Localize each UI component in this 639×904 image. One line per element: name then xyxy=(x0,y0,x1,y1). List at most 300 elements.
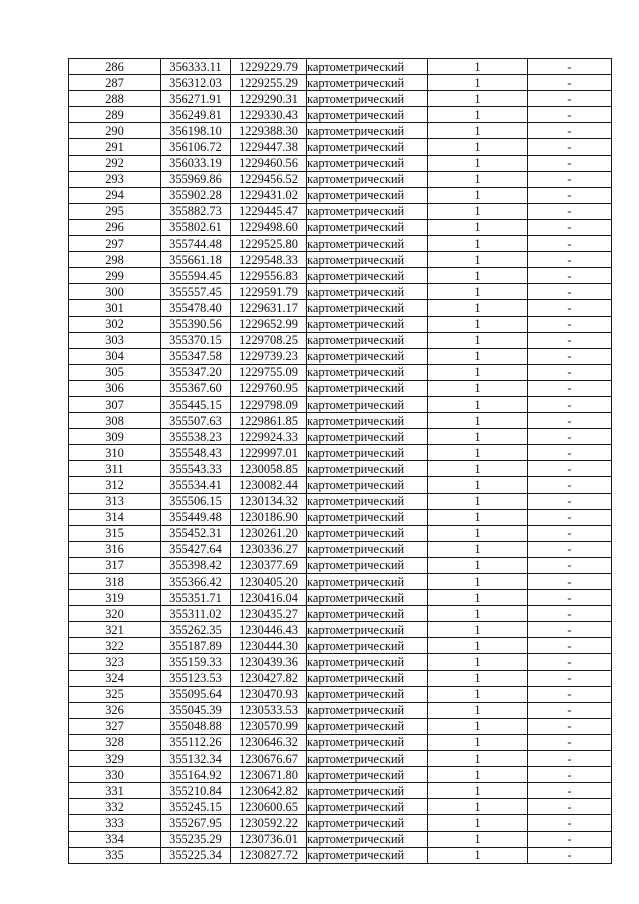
accuracy-cell: 1 xyxy=(428,557,528,573)
accuracy-cell: 1 xyxy=(428,493,528,509)
table-row xyxy=(69,815,612,831)
method-cell: картометрический xyxy=(307,364,428,380)
description-cell: - xyxy=(528,236,612,252)
y-coordinate-cell: 1229591.79 xyxy=(231,284,307,300)
point-number-cell: 295 xyxy=(69,203,161,219)
method-cell: картометрический xyxy=(307,316,428,332)
method-cell: картометрический xyxy=(307,702,428,718)
method-cell: картометрический xyxy=(307,171,428,187)
method-cell: картометрический xyxy=(307,107,428,123)
accuracy-cell: 1 xyxy=(428,702,528,718)
x-coordinate-cell: 355902.28 xyxy=(161,187,231,203)
x-coordinate-cell: 355132.34 xyxy=(161,751,231,767)
description-cell: - xyxy=(528,831,612,847)
table-row xyxy=(69,123,612,139)
y-coordinate-cell: 1229290.31 xyxy=(231,91,307,107)
y-coordinate-cell: 1230592.22 xyxy=(231,815,307,831)
description-cell: - xyxy=(528,155,612,171)
x-coordinate-cell: 355159.33 xyxy=(161,654,231,670)
table-row xyxy=(69,316,612,332)
method-cell: картометрический xyxy=(307,654,428,670)
method-cell: картометрический xyxy=(307,332,428,348)
y-coordinate-cell: 1229431.02 xyxy=(231,187,307,203)
accuracy-cell: 1 xyxy=(428,139,528,155)
accuracy-cell: 1 xyxy=(428,509,528,525)
description-cell: - xyxy=(528,799,612,815)
x-coordinate-cell: 355045.39 xyxy=(161,702,231,718)
table-row xyxy=(69,107,612,123)
accuracy-cell: 1 xyxy=(428,219,528,235)
description-cell: - xyxy=(528,252,612,268)
method-cell: картометрический xyxy=(307,284,428,300)
table-row xyxy=(69,396,612,412)
point-number-cell: 330 xyxy=(69,767,161,783)
table-row xyxy=(69,477,612,493)
method-cell: картометрический xyxy=(307,799,428,815)
y-coordinate-cell: 1229739.23 xyxy=(231,348,307,364)
y-coordinate-cell: 1229652.99 xyxy=(231,316,307,332)
method-cell: картометрический xyxy=(307,91,428,107)
point-number-cell: 299 xyxy=(69,268,161,284)
point-number-cell: 322 xyxy=(69,638,161,654)
table-row xyxy=(69,606,612,622)
description-cell: - xyxy=(528,139,612,155)
method-cell: картометрический xyxy=(307,75,428,91)
table-row xyxy=(69,445,612,461)
table-row xyxy=(69,413,612,429)
point-number-cell: 321 xyxy=(69,622,161,638)
y-coordinate-cell: 1230446.43 xyxy=(231,622,307,638)
accuracy-cell: 1 xyxy=(428,203,528,219)
point-number-cell: 313 xyxy=(69,493,161,509)
y-coordinate-cell: 1230533.53 xyxy=(231,702,307,718)
table-row xyxy=(69,155,612,171)
accuracy-cell: 1 xyxy=(428,75,528,91)
method-cell: картометрический xyxy=(307,187,428,203)
accuracy-cell: 1 xyxy=(428,107,528,123)
description-cell: - xyxy=(528,574,612,590)
method-cell: картометрический xyxy=(307,686,428,702)
table-row xyxy=(69,139,612,155)
accuracy-cell: 1 xyxy=(428,284,528,300)
table-row xyxy=(69,767,612,783)
y-coordinate-cell: 1230671.80 xyxy=(231,767,307,783)
point-number-cell: 302 xyxy=(69,316,161,332)
description-cell: - xyxy=(528,91,612,107)
y-coordinate-cell: 1230439.36 xyxy=(231,654,307,670)
accuracy-cell: 1 xyxy=(428,718,528,734)
description-cell: - xyxy=(528,606,612,622)
accuracy-cell: 1 xyxy=(428,348,528,364)
description-cell: - xyxy=(528,654,612,670)
point-number-cell: 312 xyxy=(69,477,161,493)
accuracy-cell: 1 xyxy=(428,606,528,622)
table-row xyxy=(69,364,612,380)
point-number-cell: 303 xyxy=(69,332,161,348)
accuracy-cell: 1 xyxy=(428,622,528,638)
x-coordinate-cell: 356271.91 xyxy=(161,91,231,107)
method-cell: картометрический xyxy=(307,236,428,252)
description-cell: - xyxy=(528,59,612,75)
x-coordinate-cell: 356106.72 xyxy=(161,139,231,155)
table-row xyxy=(69,268,612,284)
y-coordinate-cell: 1230600.65 xyxy=(231,799,307,815)
table-row xyxy=(69,300,612,316)
table-row xyxy=(69,638,612,654)
table-row xyxy=(69,493,612,509)
description-cell: - xyxy=(528,525,612,541)
x-coordinate-cell: 355538.23 xyxy=(161,429,231,445)
y-coordinate-cell: 1229460.56 xyxy=(231,155,307,171)
point-number-cell: 288 xyxy=(69,91,161,107)
method-cell: картометрический xyxy=(307,348,428,364)
x-coordinate-cell: 355557.45 xyxy=(161,284,231,300)
table-row xyxy=(69,751,612,767)
description-cell: - xyxy=(528,541,612,557)
description-cell: - xyxy=(528,734,612,750)
x-coordinate-cell: 355802.61 xyxy=(161,219,231,235)
point-number-cell: 310 xyxy=(69,445,161,461)
point-number-cell: 316 xyxy=(69,541,161,557)
point-number-cell: 291 xyxy=(69,139,161,155)
table-row xyxy=(69,831,612,847)
table-row xyxy=(69,574,612,590)
method-cell: картометрический xyxy=(307,59,428,75)
y-coordinate-cell: 1229861.85 xyxy=(231,413,307,429)
x-coordinate-cell: 355534.41 xyxy=(161,477,231,493)
accuracy-cell: 1 xyxy=(428,767,528,783)
y-coordinate-cell: 1230470.93 xyxy=(231,686,307,702)
x-coordinate-cell: 355969.86 xyxy=(161,171,231,187)
point-number-cell: 297 xyxy=(69,236,161,252)
y-coordinate-cell: 1230676.67 xyxy=(231,751,307,767)
method-cell: картометрический xyxy=(307,219,428,235)
method-cell: картометрический xyxy=(307,396,428,412)
x-coordinate-cell: 355506.15 xyxy=(161,493,231,509)
accuracy-cell: 1 xyxy=(428,783,528,799)
point-number-cell: 292 xyxy=(69,155,161,171)
table-row xyxy=(69,783,612,799)
y-coordinate-cell: 1230134.32 xyxy=(231,493,307,509)
table-row xyxy=(69,622,612,638)
point-number-cell: 324 xyxy=(69,670,161,686)
point-number-cell: 296 xyxy=(69,219,161,235)
accuracy-cell: 1 xyxy=(428,380,528,396)
method-cell: картометрический xyxy=(307,493,428,509)
y-coordinate-cell: 1229229.79 xyxy=(231,59,307,75)
y-coordinate-cell: 1229548.33 xyxy=(231,252,307,268)
y-coordinate-cell: 1229631.17 xyxy=(231,300,307,316)
y-coordinate-cell: 1229447.38 xyxy=(231,139,307,155)
y-coordinate-cell: 1229388.30 xyxy=(231,123,307,139)
point-number-cell: 325 xyxy=(69,686,161,702)
point-number-cell: 331 xyxy=(69,783,161,799)
accuracy-cell: 1 xyxy=(428,654,528,670)
x-coordinate-cell: 355187.89 xyxy=(161,638,231,654)
x-coordinate-cell: 355744.48 xyxy=(161,236,231,252)
description-cell: - xyxy=(528,847,612,863)
table-row xyxy=(69,734,612,750)
description-cell: - xyxy=(528,187,612,203)
coordinates-table-body xyxy=(69,59,612,864)
description-cell: - xyxy=(528,557,612,573)
accuracy-cell: 1 xyxy=(428,332,528,348)
table-row xyxy=(69,187,612,203)
accuracy-cell: 1 xyxy=(428,541,528,557)
point-number-cell: 290 xyxy=(69,123,161,139)
method-cell: картометрический xyxy=(307,413,428,429)
x-coordinate-cell: 356333.11 xyxy=(161,59,231,75)
description-cell: - xyxy=(528,332,612,348)
x-coordinate-cell: 355507.63 xyxy=(161,413,231,429)
accuracy-cell: 1 xyxy=(428,236,528,252)
accuracy-cell: 1 xyxy=(428,123,528,139)
description-cell: - xyxy=(528,767,612,783)
x-coordinate-cell: 355882.73 xyxy=(161,203,231,219)
y-coordinate-cell: 1230736.01 xyxy=(231,831,307,847)
x-coordinate-cell: 355452.31 xyxy=(161,525,231,541)
table-row xyxy=(69,557,612,573)
point-number-cell: 328 xyxy=(69,734,161,750)
method-cell: картометрический xyxy=(307,670,428,686)
point-number-cell: 287 xyxy=(69,75,161,91)
x-coordinate-cell: 355445.15 xyxy=(161,396,231,412)
description-cell: - xyxy=(528,107,612,123)
accuracy-cell: 1 xyxy=(428,751,528,767)
y-coordinate-cell: 1230416.04 xyxy=(231,590,307,606)
point-number-cell: 326 xyxy=(69,702,161,718)
table-row xyxy=(69,686,612,702)
table-row xyxy=(69,380,612,396)
point-number-cell: 318 xyxy=(69,574,161,590)
accuracy-cell: 1 xyxy=(428,300,528,316)
description-cell: - xyxy=(528,783,612,799)
y-coordinate-cell: 1230186.90 xyxy=(231,509,307,525)
x-coordinate-cell: 355245.15 xyxy=(161,799,231,815)
description-cell: - xyxy=(528,815,612,831)
y-coordinate-cell: 1229445.47 xyxy=(231,203,307,219)
description-cell: - xyxy=(528,123,612,139)
description-cell: - xyxy=(528,670,612,686)
method-cell: картометрический xyxy=(307,445,428,461)
description-cell: - xyxy=(528,509,612,525)
x-coordinate-cell: 355267.95 xyxy=(161,815,231,831)
method-cell: картометрический xyxy=(307,541,428,557)
method-cell: картометрический xyxy=(307,622,428,638)
table-row xyxy=(69,348,612,364)
x-coordinate-cell: 355661.18 xyxy=(161,252,231,268)
point-number-cell: 286 xyxy=(69,59,161,75)
description-cell: - xyxy=(528,493,612,509)
accuracy-cell: 1 xyxy=(428,638,528,654)
x-coordinate-cell: 355225.34 xyxy=(161,847,231,863)
table-row xyxy=(69,590,612,606)
method-cell: картометрический xyxy=(307,509,428,525)
x-coordinate-cell: 355311.02 xyxy=(161,606,231,622)
point-number-cell: 298 xyxy=(69,252,161,268)
point-number-cell: 333 xyxy=(69,815,161,831)
x-coordinate-cell: 356198.10 xyxy=(161,123,231,139)
description-cell: - xyxy=(528,445,612,461)
point-number-cell: 306 xyxy=(69,380,161,396)
point-number-cell: 314 xyxy=(69,509,161,525)
description-cell: - xyxy=(528,413,612,429)
accuracy-cell: 1 xyxy=(428,734,528,750)
method-cell: картометрический xyxy=(307,751,428,767)
table-row xyxy=(69,171,612,187)
method-cell: картометрический xyxy=(307,831,428,847)
point-number-cell: 329 xyxy=(69,751,161,767)
point-number-cell: 301 xyxy=(69,300,161,316)
x-coordinate-cell: 355164.92 xyxy=(161,767,231,783)
accuracy-cell: 1 xyxy=(428,799,528,815)
accuracy-cell: 1 xyxy=(428,155,528,171)
table-row xyxy=(69,847,612,863)
x-coordinate-cell: 355449.48 xyxy=(161,509,231,525)
x-coordinate-cell: 355366.42 xyxy=(161,574,231,590)
description-cell: - xyxy=(528,477,612,493)
accuracy-cell: 1 xyxy=(428,187,528,203)
y-coordinate-cell: 1230642.82 xyxy=(231,783,307,799)
accuracy-cell: 1 xyxy=(428,847,528,863)
table-row xyxy=(69,509,612,525)
y-coordinate-cell: 1230827.72 xyxy=(231,847,307,863)
description-cell: - xyxy=(528,268,612,284)
method-cell: картометрический xyxy=(307,139,428,155)
method-cell: картометрический xyxy=(307,815,428,831)
method-cell: картометрический xyxy=(307,718,428,734)
point-number-cell: 332 xyxy=(69,799,161,815)
point-number-cell: 317 xyxy=(69,557,161,573)
x-coordinate-cell: 355347.58 xyxy=(161,348,231,364)
point-number-cell: 311 xyxy=(69,461,161,477)
method-cell: картометрический xyxy=(307,203,428,219)
method-cell: картометрический xyxy=(307,847,428,863)
point-number-cell: 304 xyxy=(69,348,161,364)
point-number-cell: 334 xyxy=(69,831,161,847)
accuracy-cell: 1 xyxy=(428,525,528,541)
x-coordinate-cell: 355123.53 xyxy=(161,670,231,686)
point-number-cell: 308 xyxy=(69,413,161,429)
table-row xyxy=(69,75,612,91)
x-coordinate-cell: 356249.81 xyxy=(161,107,231,123)
x-coordinate-cell: 355351.71 xyxy=(161,590,231,606)
description-cell: - xyxy=(528,171,612,187)
point-number-cell: 327 xyxy=(69,718,161,734)
y-coordinate-cell: 1229556.83 xyxy=(231,268,307,284)
accuracy-cell: 1 xyxy=(428,670,528,686)
accuracy-cell: 1 xyxy=(428,252,528,268)
x-coordinate-cell: 355095.64 xyxy=(161,686,231,702)
method-cell: картометрический xyxy=(307,380,428,396)
point-number-cell: 300 xyxy=(69,284,161,300)
x-coordinate-cell: 355370.15 xyxy=(161,332,231,348)
table-row xyxy=(69,461,612,477)
y-coordinate-cell: 1230646.32 xyxy=(231,734,307,750)
description-cell: - xyxy=(528,718,612,734)
x-coordinate-cell: 355390.56 xyxy=(161,316,231,332)
description-cell: - xyxy=(528,75,612,91)
method-cell: картометрический xyxy=(307,638,428,654)
y-coordinate-cell: 1229997.01 xyxy=(231,445,307,461)
y-coordinate-cell: 1230377.69 xyxy=(231,557,307,573)
y-coordinate-cell: 1229330.43 xyxy=(231,107,307,123)
table-row xyxy=(69,284,612,300)
point-number-cell: 309 xyxy=(69,429,161,445)
y-coordinate-cell: 1230444.30 xyxy=(231,638,307,654)
y-coordinate-cell: 1229255.29 xyxy=(231,75,307,91)
y-coordinate-cell: 1229708.25 xyxy=(231,332,307,348)
accuracy-cell: 1 xyxy=(428,574,528,590)
description-cell: - xyxy=(528,380,612,396)
description-cell: - xyxy=(528,590,612,606)
table-row xyxy=(69,670,612,686)
x-coordinate-cell: 355548.43 xyxy=(161,445,231,461)
accuracy-cell: 1 xyxy=(428,268,528,284)
y-coordinate-cell: 1229798.09 xyxy=(231,396,307,412)
accuracy-cell: 1 xyxy=(428,396,528,412)
accuracy-cell: 1 xyxy=(428,364,528,380)
y-coordinate-cell: 1229760.95 xyxy=(231,380,307,396)
description-cell: - xyxy=(528,702,612,718)
method-cell: картометрический xyxy=(307,734,428,750)
accuracy-cell: 1 xyxy=(428,477,528,493)
method-cell: картометрический xyxy=(307,252,428,268)
accuracy-cell: 1 xyxy=(428,316,528,332)
accuracy-cell: 1 xyxy=(428,590,528,606)
table-row xyxy=(69,525,612,541)
y-coordinate-cell: 1230427.82 xyxy=(231,670,307,686)
table-row xyxy=(69,429,612,445)
method-cell: картометрический xyxy=(307,155,428,171)
point-number-cell: 320 xyxy=(69,606,161,622)
point-number-cell: 315 xyxy=(69,525,161,541)
x-coordinate-cell: 355367.60 xyxy=(161,380,231,396)
accuracy-cell: 1 xyxy=(428,445,528,461)
point-number-cell: 305 xyxy=(69,364,161,380)
method-cell: картометрический xyxy=(307,268,428,284)
description-cell: - xyxy=(528,396,612,412)
x-coordinate-cell: 355048.88 xyxy=(161,718,231,734)
method-cell: картометрический xyxy=(307,590,428,606)
method-cell: картометрический xyxy=(307,477,428,493)
method-cell: картометрический xyxy=(307,574,428,590)
table-row xyxy=(69,203,612,219)
y-coordinate-cell: 1229498.60 xyxy=(231,219,307,235)
x-coordinate-cell: 355478.40 xyxy=(161,300,231,316)
description-cell: - xyxy=(528,348,612,364)
description-cell: - xyxy=(528,751,612,767)
x-coordinate-cell: 356312.03 xyxy=(161,75,231,91)
accuracy-cell: 1 xyxy=(428,461,528,477)
coordinates-table xyxy=(68,58,612,864)
x-coordinate-cell: 355594.45 xyxy=(161,268,231,284)
x-coordinate-cell: 356033.19 xyxy=(161,155,231,171)
method-cell: картометрический xyxy=(307,767,428,783)
description-cell: - xyxy=(528,316,612,332)
method-cell: картометрический xyxy=(307,429,428,445)
table-row xyxy=(69,541,612,557)
table-row xyxy=(69,702,612,718)
table-row xyxy=(69,219,612,235)
y-coordinate-cell: 1229755.09 xyxy=(231,364,307,380)
table-row xyxy=(69,799,612,815)
description-cell: - xyxy=(528,686,612,702)
x-coordinate-cell: 355427.64 xyxy=(161,541,231,557)
description-cell: - xyxy=(528,203,612,219)
accuracy-cell: 1 xyxy=(428,815,528,831)
description-cell: - xyxy=(528,461,612,477)
